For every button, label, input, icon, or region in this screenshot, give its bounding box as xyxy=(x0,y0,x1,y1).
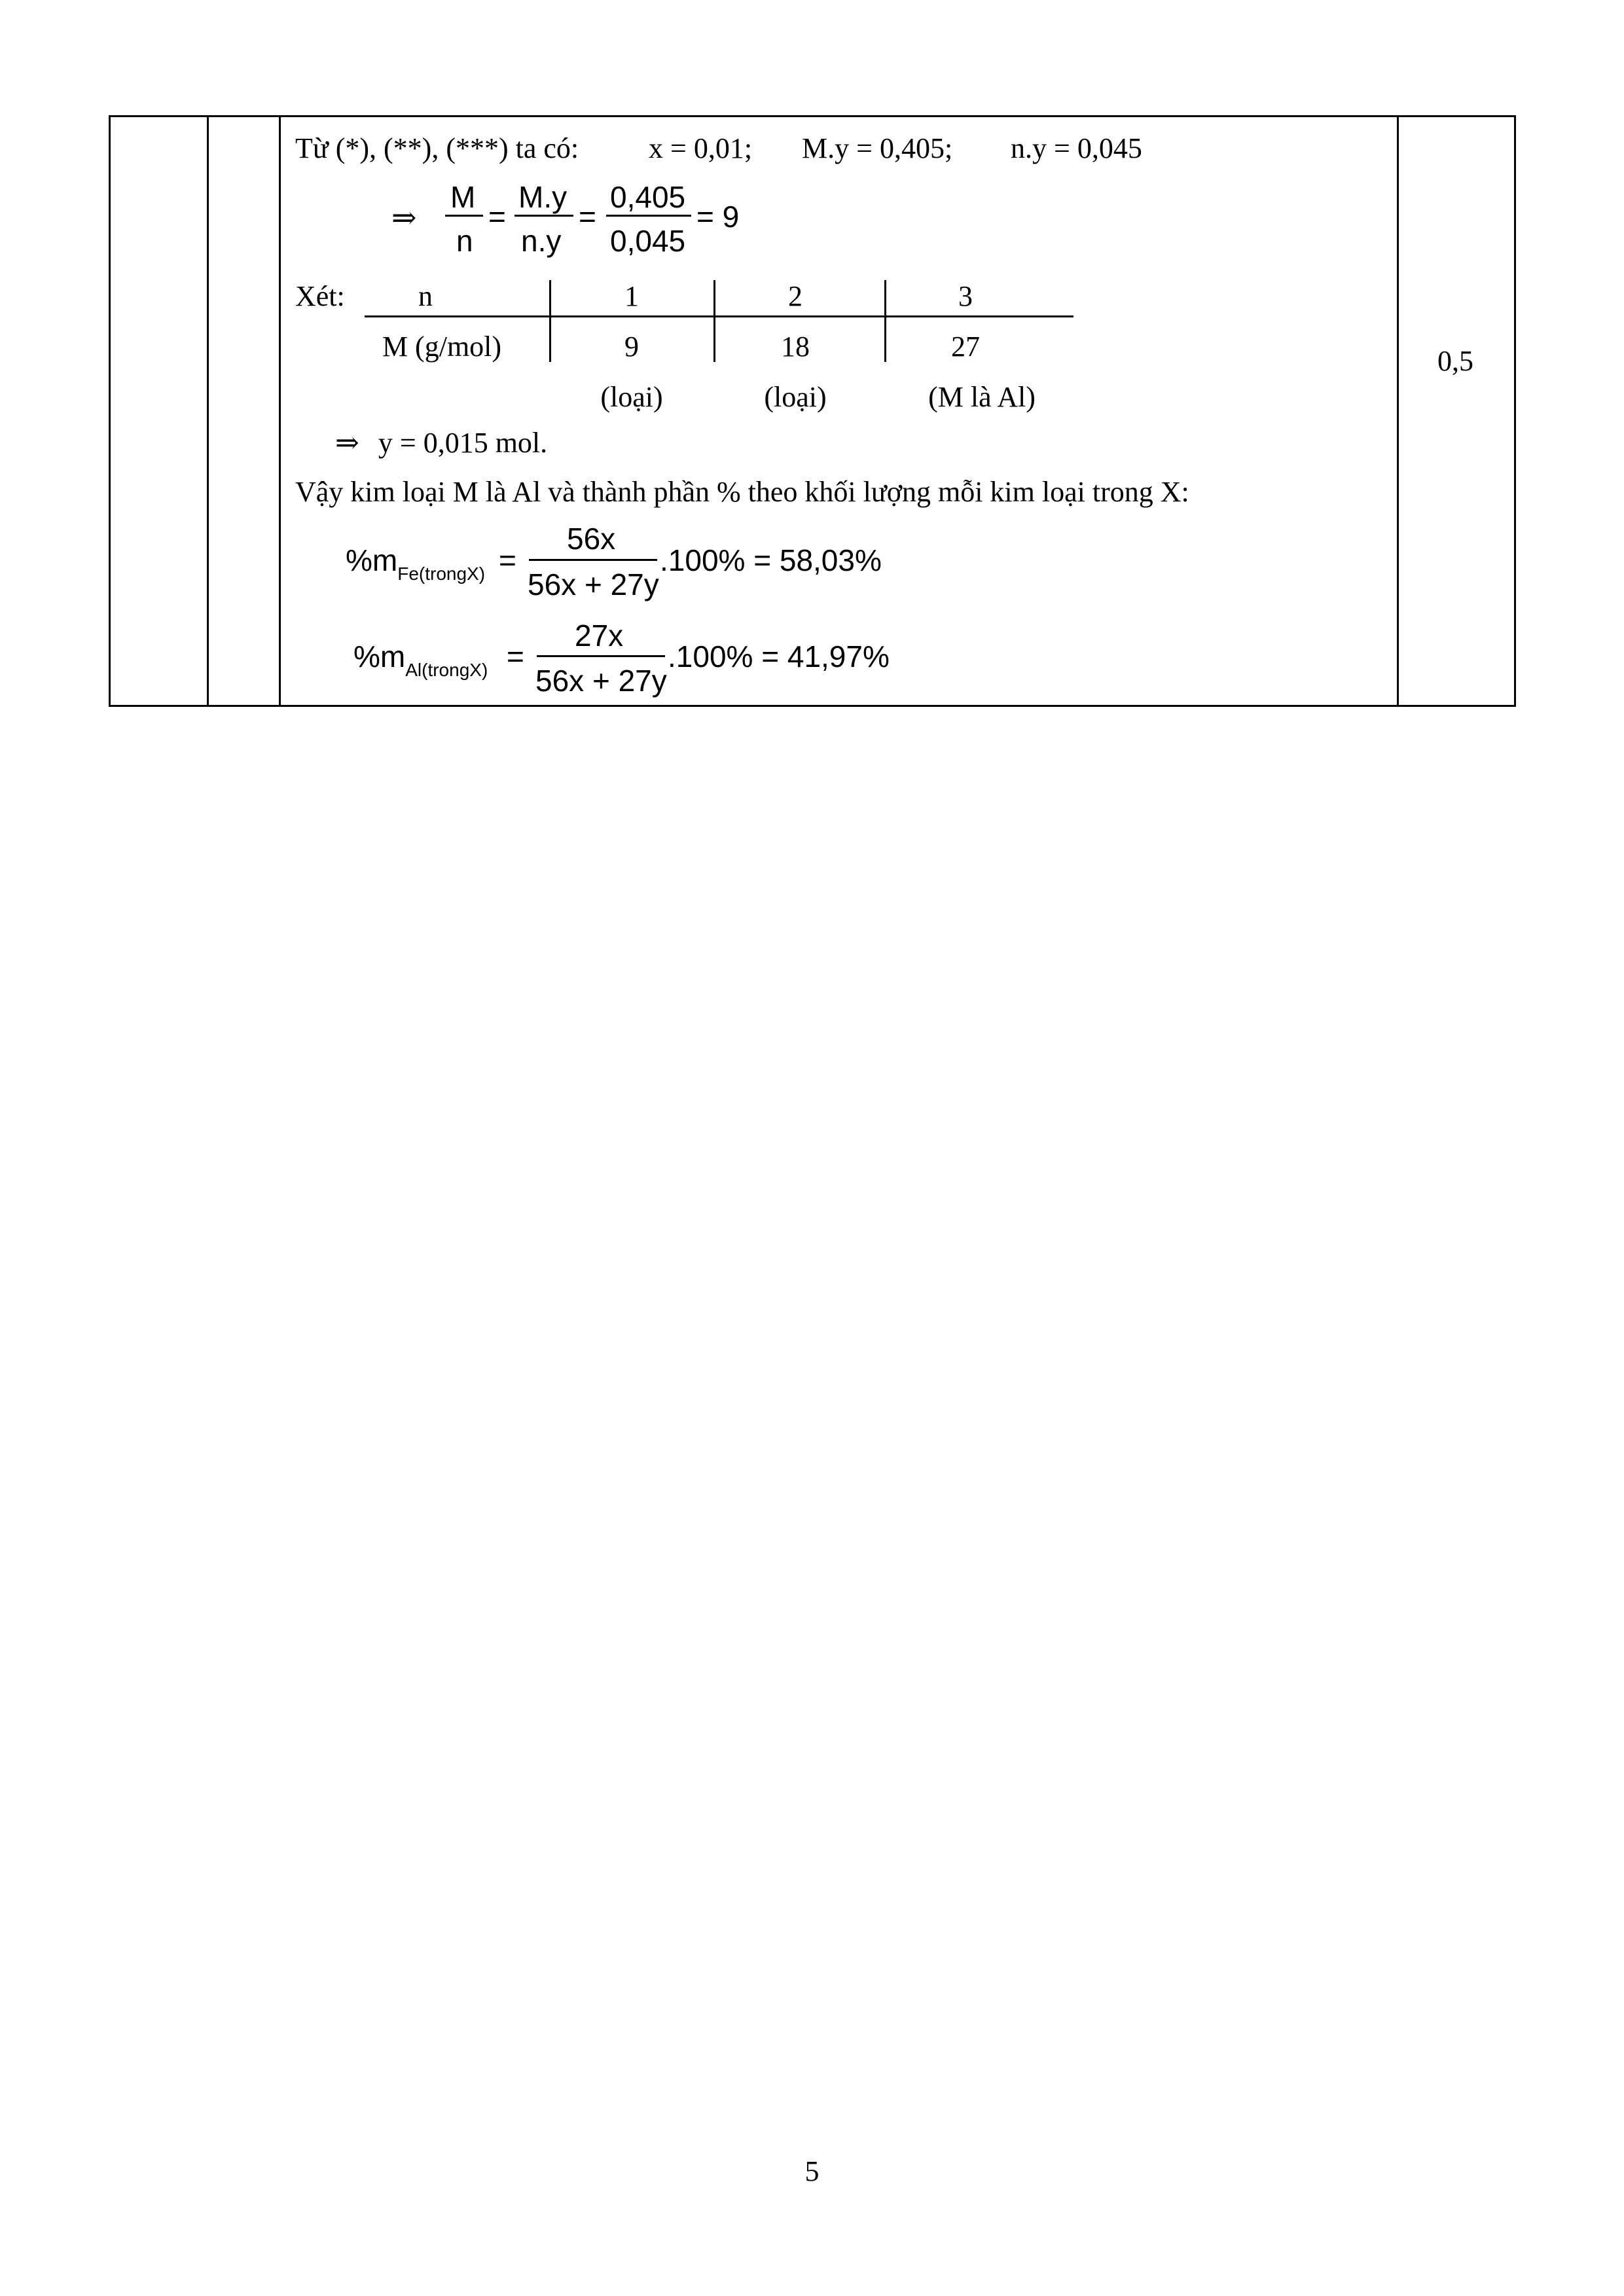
xet-M-header: M (g/mol) xyxy=(382,331,502,363)
x-value: x = 0,01; xyxy=(649,132,753,164)
xet-note-1: (loại) xyxy=(600,381,663,413)
equals-sign-2: = xyxy=(579,200,596,234)
score-value: 0,5 xyxy=(1437,345,1473,377)
fe-denominator: 56x + 27y xyxy=(528,567,659,601)
implies-symbol: ⇒ xyxy=(335,427,359,459)
My-value: M.y = 0,405; xyxy=(802,132,953,164)
xet-note-2: (loại) xyxy=(764,381,827,413)
fraction-2-numerator: M.y xyxy=(518,180,568,214)
ny-value: n.y = 0,045 xyxy=(1011,132,1142,164)
ratio-result: = 9 xyxy=(696,200,740,234)
xet-n-1: 1 xyxy=(624,280,639,312)
y-result-text: y = 0,015 mol. xyxy=(378,427,548,459)
xet-n-2: 2 xyxy=(788,280,803,312)
fe-numerator: 56x xyxy=(567,522,616,556)
fraction-2-denominator: n.y xyxy=(521,224,562,258)
page-number: 5 xyxy=(804,2155,820,2187)
xet-label: Xét: xyxy=(295,280,345,312)
fe-tail: .100% = 58,03% xyxy=(660,543,882,577)
fe-equals: = xyxy=(499,543,516,577)
fe-lhs-subscript: Fe(trongX) xyxy=(397,564,486,584)
xet-n-header: n xyxy=(418,280,433,312)
al-denominator: 56x + 27y xyxy=(535,664,667,698)
given-prefix: Từ (*), (**), (***) ta có: xyxy=(295,132,579,164)
al-equals: = xyxy=(507,639,524,673)
fe-lhs: $\%m_{Fe(trongX)}$ xyxy=(346,543,486,584)
xet-M-2: 18 xyxy=(781,331,810,363)
al-tail: .100% = 41,97% xyxy=(668,639,890,673)
al-numerator: 27x xyxy=(575,619,624,653)
al-fraction-bar xyxy=(537,655,665,657)
conclusion-text: Vậy kim loại M là Al và thành phần % theo khối lượng mỗi kim loại trong X: xyxy=(295,476,1189,508)
xet-M-3: 27 xyxy=(951,331,980,363)
equals-sign-1: = xyxy=(488,200,506,234)
al-percentage-formula xyxy=(0,0,1624,707)
fraction-1-numerator: M xyxy=(450,180,476,214)
al-lhs-subscript: Al(trongX) xyxy=(405,660,488,680)
fraction-3-denominator: 0,045 xyxy=(610,224,686,258)
xet-M-1: 9 xyxy=(624,331,639,363)
fraction-1-denominator: n xyxy=(456,224,473,258)
xet-note-3: (M là Al) xyxy=(928,381,1036,413)
xet-n-3: 3 xyxy=(958,280,973,312)
fraction-3-numerator: 0,405 xyxy=(610,180,686,214)
implies-symbol: ⇒ xyxy=(391,201,417,234)
al-lhs: $\%m_{Al(trongX)}$ xyxy=(353,639,488,680)
